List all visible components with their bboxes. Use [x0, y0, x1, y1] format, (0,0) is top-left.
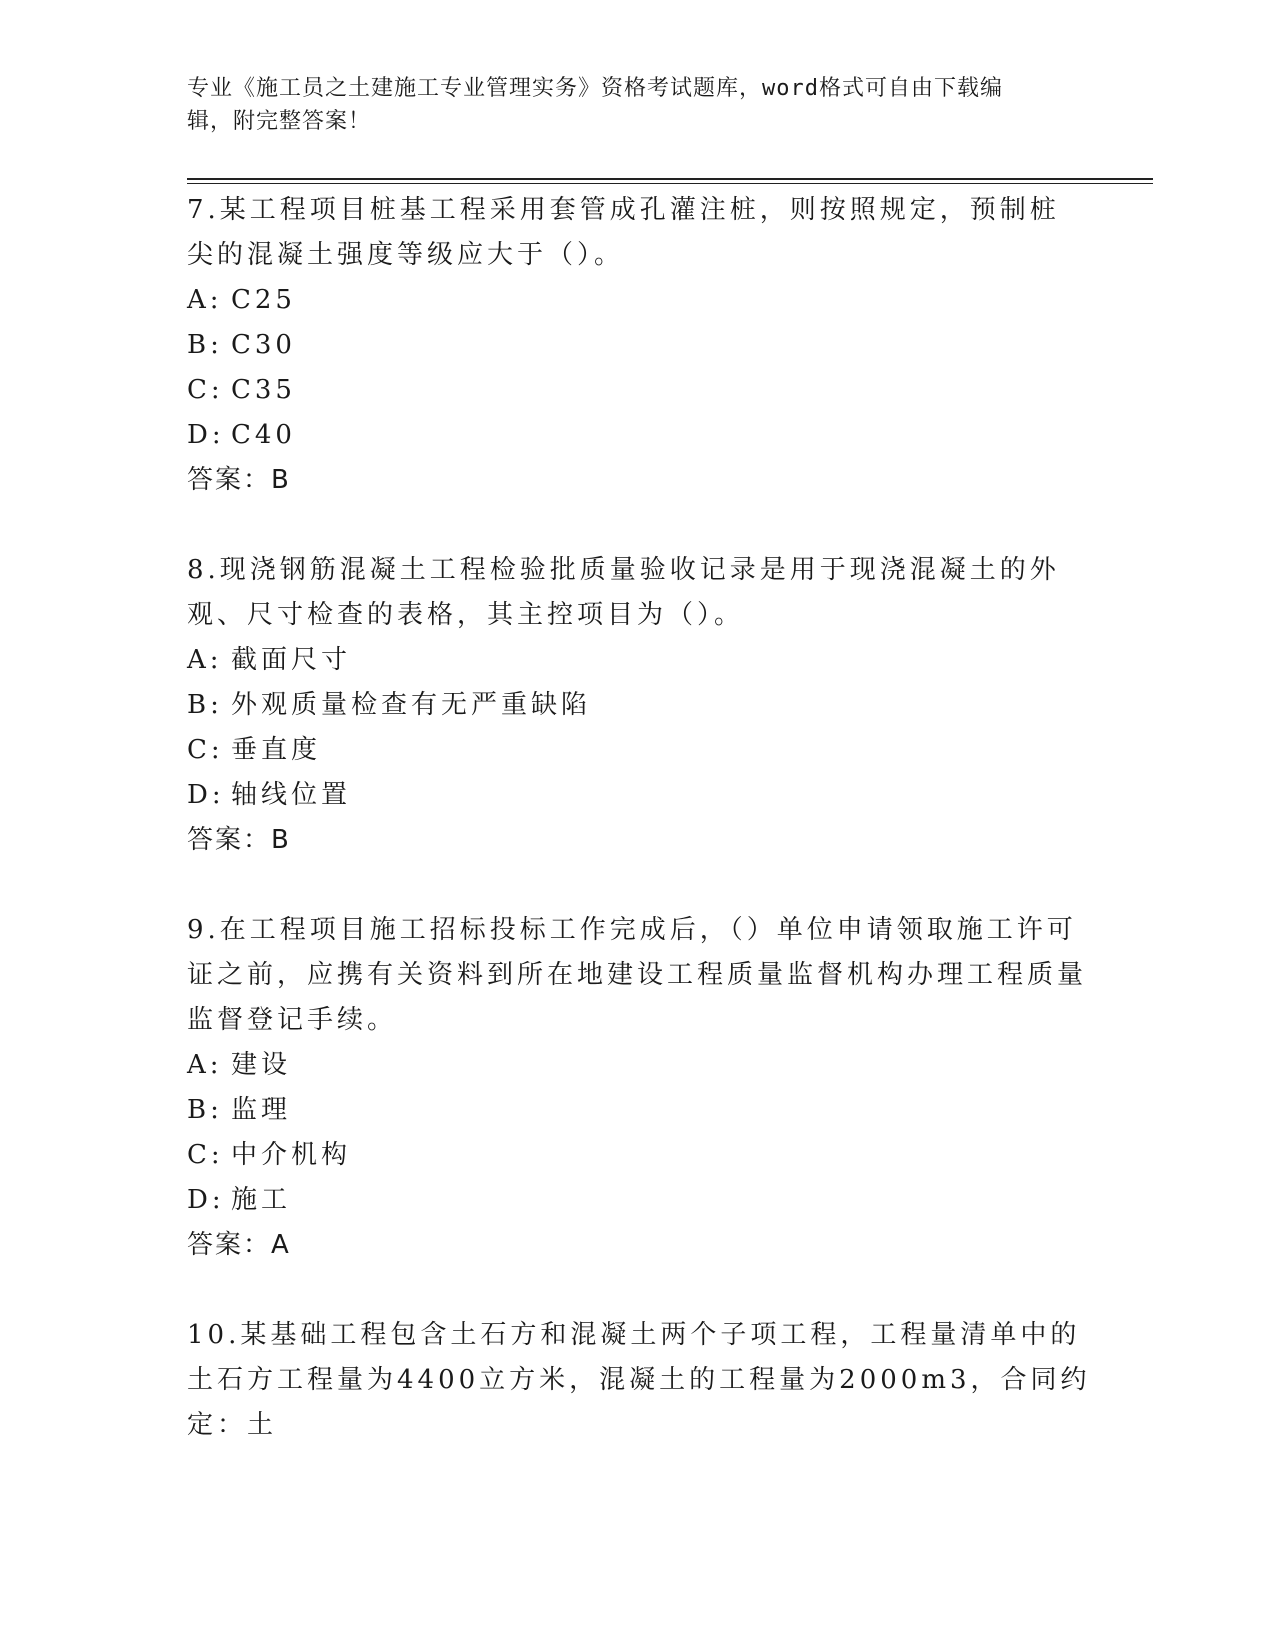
option-text: 建设 — [231, 1050, 292, 1080]
spacer — [187, 1268, 1187, 1313]
option-text: 轴线位置 — [231, 780, 352, 810]
option-a — [187, 278, 1187, 323]
question-list — [187, 188, 1187, 1448]
option-key: C: — [187, 375, 224, 405]
answer: 答案：B — [187, 825, 291, 855]
header-line-2: 辑，附完整答案！ — [187, 109, 372, 134]
answer: 答案：B — [187, 465, 291, 495]
option-text: C30 — [231, 330, 296, 360]
option-b — [187, 683, 1187, 728]
answer: 答案：A — [187, 1230, 291, 1260]
option-b — [187, 1088, 1187, 1133]
option-key: A: — [187, 1050, 223, 1080]
header-rule-thick — [187, 178, 1153, 180]
option-a — [187, 638, 1187, 683]
option-text: C25 — [231, 285, 296, 315]
option-c — [187, 368, 1187, 413]
document-header — [187, 72, 1087, 138]
option-d — [187, 773, 1187, 818]
question-text: 8.现浇钢筋混凝土工程检验批质量验收记录是用于现浇混凝土的外观、尺寸检查的表格，其主控项目为（）。 — [187, 555, 1060, 630]
spacer — [187, 863, 1187, 908]
option-a — [187, 1043, 1187, 1088]
option-text: 中介机构 — [231, 1140, 352, 1170]
header-rule-thin — [187, 183, 1153, 184]
option-key: B: — [187, 1095, 223, 1125]
option-text: 监理 — [231, 1095, 292, 1125]
question-8 — [187, 548, 1187, 863]
option-d — [187, 413, 1187, 458]
option-d — [187, 1178, 1187, 1223]
option-text: 截面尺寸 — [231, 645, 352, 675]
option-text: 外观质量检查有无严重缺陷 — [231, 690, 592, 720]
option-text: 施工 — [231, 1185, 292, 1215]
question-text: 9.在工程项目施工招标投标工作完成后，（）单位申请领取施工许可证之前，应携有关资料到所在地建设工程质量监督机构办理工程质量监督登记手续。 — [187, 915, 1088, 1035]
spacer — [187, 503, 1187, 548]
option-text: C35 — [231, 375, 296, 405]
option-c — [187, 1133, 1187, 1178]
option-key: D: — [187, 780, 225, 810]
header-line-1: 专业《施工员之土建施工专业管理实务》资格考试题库，word格式可自由下载编 — [187, 76, 1003, 101]
question-9 — [187, 908, 1187, 1268]
option-text: 垂直度 — [231, 735, 322, 765]
option-text: C40 — [231, 420, 296, 450]
option-key: A: — [187, 285, 223, 315]
option-key: D: — [187, 420, 225, 450]
option-key: C: — [187, 1140, 224, 1170]
question-text: 10.某基础工程包含土石方和混凝土两个子项工程，工程量清单中的土石方工程量为4400立方米，混凝土的工程量为2000m3，合同约定：土 — [187, 1320, 1091, 1440]
option-key: A: — [187, 645, 223, 675]
question-10 — [187, 1313, 1187, 1448]
option-c — [187, 728, 1187, 773]
option-key: D: — [187, 1185, 225, 1215]
question-7 — [187, 188, 1187, 503]
option-b — [187, 323, 1187, 368]
question-text: 7.某工程项目桩基工程采用套管成孔灌注桩，则按照规定，预制桩尖的混凝土强度等级应大于（）。 — [187, 195, 1060, 270]
option-key: B: — [187, 690, 223, 720]
option-key: C: — [187, 735, 224, 765]
option-key: B: — [187, 330, 223, 360]
